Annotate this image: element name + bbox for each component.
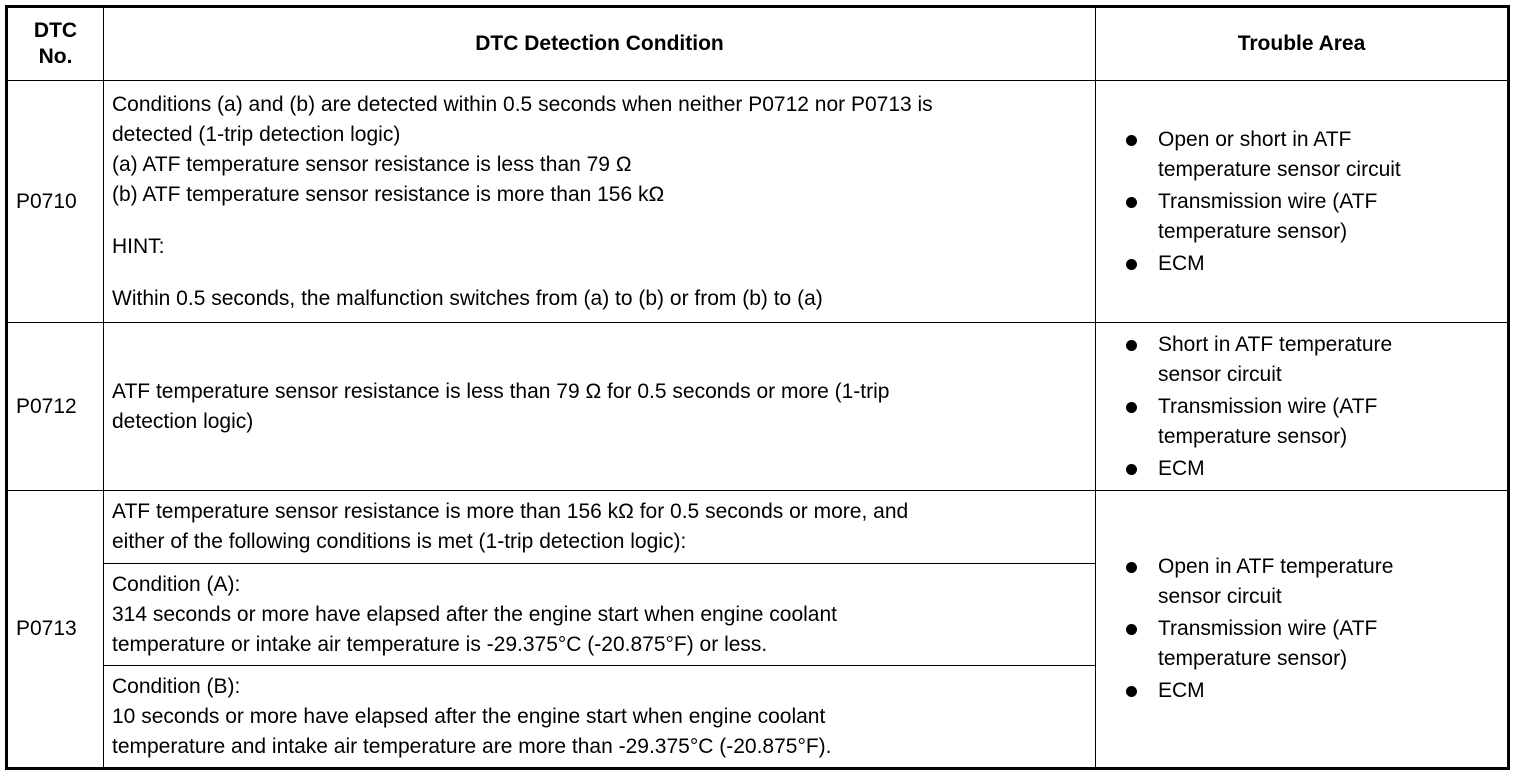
trouble-text: temperature sensor) bbox=[1158, 647, 1348, 670]
list-item bbox=[1126, 454, 1499, 484]
list-item bbox=[1126, 125, 1499, 185]
list-item bbox=[1126, 330, 1499, 390]
bullet-icon bbox=[1126, 259, 1137, 270]
trouble-text: sensor circuit bbox=[1158, 362, 1282, 386]
bullet-icon bbox=[1126, 624, 1137, 635]
hint-text: Within 0.5 seconds, the malfunction switches from (a) to (b) or from (b) to (a) bbox=[112, 286, 823, 310]
bullet-icon bbox=[1126, 464, 1137, 475]
table-row bbox=[7, 491, 1509, 564]
trouble-text: ECM bbox=[1158, 679, 1205, 702]
bullet-icon bbox=[1126, 197, 1137, 208]
dtc-code: P0712 bbox=[7, 323, 104, 491]
condition-line: temperature and intake air temperature are more than -29.375°C (-20.875°F). bbox=[112, 734, 832, 758]
trouble-area bbox=[1096, 81, 1509, 323]
trouble-text: temperature sensor) bbox=[1158, 219, 1348, 243]
list-item bbox=[1126, 392, 1499, 452]
header-row bbox=[7, 7, 1509, 81]
condition-b-label: Condition (B): bbox=[112, 674, 241, 698]
trouble-text: Open in ATF temperature bbox=[1158, 555, 1394, 578]
condition-a-label: Condition (A): bbox=[112, 572, 241, 596]
condition-line: detection logic) bbox=[112, 409, 254, 433]
dtc-table bbox=[5, 5, 1510, 770]
trouble-text: Open or short in ATF bbox=[1158, 127, 1352, 151]
condition-line: either of the following conditions is met (1-trip detection logic): bbox=[112, 530, 687, 553]
bullet-icon bbox=[1126, 135, 1137, 146]
detection-condition bbox=[104, 323, 1096, 491]
list-item bbox=[1126, 552, 1499, 612]
condition-line: 314 seconds or more have elapsed after the engine start when engine coolant bbox=[112, 602, 837, 626]
condition-line: ATF temperature sensor resistance is more than 156 kΩ for 0.5 seconds or more, and bbox=[112, 500, 909, 523]
condition-line: (b) ATF temperature sensor resistance is more than 156 kΩ bbox=[112, 182, 665, 206]
condition-line: detected (1-trip detection logic) bbox=[112, 122, 401, 146]
trouble-text: temperature sensor circuit bbox=[1158, 157, 1401, 181]
trouble-text: ECM bbox=[1158, 251, 1205, 275]
hint-label: HINT: bbox=[112, 234, 165, 258]
detection-condition bbox=[104, 491, 1096, 564]
detection-condition bbox=[104, 81, 1096, 323]
trouble-text: Transmission wire (ATF bbox=[1158, 189, 1378, 213]
bullet-icon bbox=[1126, 340, 1137, 351]
list-item bbox=[1126, 676, 1499, 706]
trouble-text: temperature sensor) bbox=[1158, 424, 1348, 448]
dtc-code: P0713 bbox=[7, 491, 104, 769]
header-condition: DTC Detection Condition bbox=[104, 7, 1096, 81]
trouble-area bbox=[1096, 323, 1509, 491]
condition-a bbox=[104, 564, 1096, 666]
table-row bbox=[7, 323, 1509, 491]
condition-b bbox=[104, 666, 1096, 769]
list-item bbox=[1126, 614, 1499, 674]
condition-line: 10 seconds or more have elapsed after the engine start when engine coolant bbox=[112, 704, 826, 728]
trouble-text: Transmission wire (ATF bbox=[1158, 617, 1378, 640]
trouble-text: Transmission wire (ATF bbox=[1158, 394, 1378, 418]
bullet-icon bbox=[1126, 686, 1137, 697]
dtc-code: P0710 bbox=[7, 81, 104, 323]
header-dtc-no-line2: No. bbox=[38, 45, 73, 68]
trouble-text: sensor circuit bbox=[1158, 585, 1282, 608]
trouble-text: ECM bbox=[1158, 456, 1205, 480]
header-trouble-area: Trouble Area bbox=[1096, 7, 1509, 81]
bullet-icon bbox=[1126, 402, 1137, 413]
trouble-text: Short in ATF temperature bbox=[1158, 332, 1393, 356]
condition-line: Conditions (a) and (b) are detected within 0.5 seconds when neither P0712 nor P0713 is bbox=[112, 92, 933, 116]
list-item bbox=[1126, 249, 1499, 279]
header-dtc-no bbox=[7, 7, 104, 81]
header-dtc-no-line1: DTC bbox=[33, 19, 78, 42]
condition-line: temperature or intake air temperature is -29.375°C (-20.875°F) or less. bbox=[112, 632, 768, 656]
condition-line: (a) ATF temperature sensor resistance is less than 79 Ω bbox=[112, 152, 632, 176]
condition-line: ATF temperature sensor resistance is less than 79 Ω for 0.5 seconds or more (1-trip bbox=[112, 379, 890, 403]
trouble-area bbox=[1096, 491, 1509, 769]
bullet-icon bbox=[1126, 562, 1137, 573]
table-row bbox=[7, 81, 1509, 323]
list-item bbox=[1126, 187, 1499, 247]
